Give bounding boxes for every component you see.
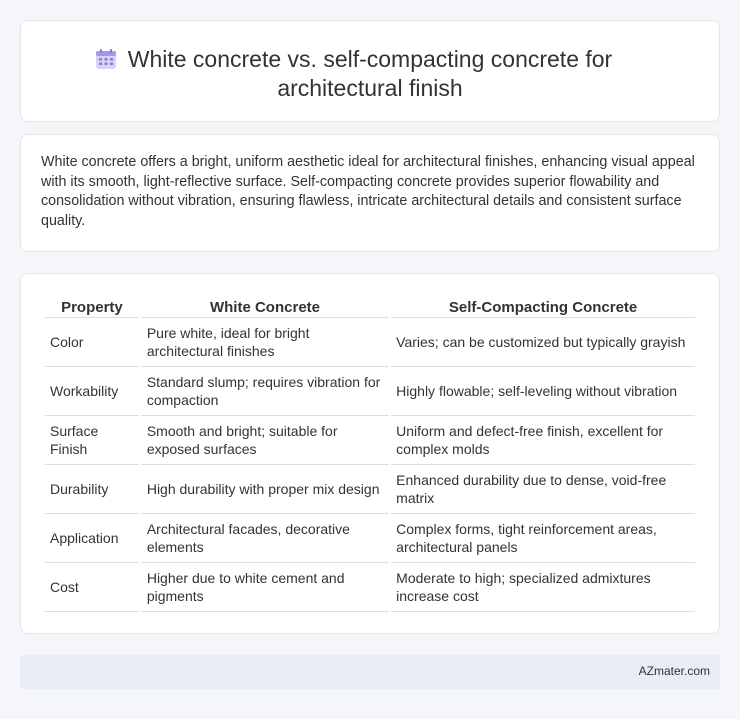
intro-card bbox=[20, 134, 720, 252]
cell-white-concrete: Architectural facades, decorative elements bbox=[142, 514, 388, 563]
header-property: Property bbox=[45, 294, 139, 318]
cell-self-compacting: Highly flowable; self-leveling without vibration bbox=[391, 367, 695, 416]
table-header-row bbox=[45, 294, 695, 318]
cell-self-compacting: Varies; can be customized but typically grayish bbox=[391, 318, 695, 367]
cell-self-compacting: Complex forms, tight reinforcement areas, architectural panels bbox=[391, 514, 695, 563]
footer-brand[interactable]: AZmater.com bbox=[638, 664, 710, 678]
page-title-source bbox=[21, 21, 22, 22]
cell-white-concrete: Pure white, ideal for bright architectural finishes bbox=[142, 318, 388, 367]
footer bbox=[20, 655, 720, 689]
title-card bbox=[20, 20, 720, 122]
table-row bbox=[45, 318, 695, 367]
cell-self-compacting: Uniform and defect-free finish, excellent for complex molds bbox=[391, 416, 695, 465]
cell-property: Application bbox=[45, 514, 139, 563]
page-title-line-1: White concrete vs. self-compacting concrete for bbox=[127, 46, 613, 72]
cell-property: Cost bbox=[45, 563, 139, 612]
table-row bbox=[45, 416, 695, 465]
table-row bbox=[45, 514, 695, 563]
cell-self-compacting: Moderate to high; specialized admixtures increase cost bbox=[391, 563, 695, 612]
intro-paragraph: White concrete offers a bright, uniform aesthetic ideal for architectural finishes, enhancing visual appeal with its smooth, light-reflective surface. Self-compacting concrete provides superior flowability and consolidation without vibration, ensuring flawless, intricate architectural details and consistent surface quality. bbox=[41, 154, 695, 229]
table-row bbox=[45, 563, 695, 612]
cell-white-concrete: Smooth and bright; suitable for exposed surfaces bbox=[142, 416, 388, 465]
table-row bbox=[45, 367, 695, 416]
cell-self-compacting: Enhanced durability due to dense, void-free matrix bbox=[391, 465, 695, 514]
header-white-concrete: White Concrete bbox=[142, 294, 388, 318]
cell-white-concrete: Standard slump; requires vibration for compaction bbox=[142, 367, 388, 416]
cell-white-concrete: Higher due to white cement and pigments bbox=[142, 563, 388, 612]
header-self-compacting-concrete: Self-Compacting Concrete bbox=[391, 294, 695, 318]
cell-property: Durability bbox=[45, 465, 139, 514]
cell-property: Color bbox=[45, 318, 139, 367]
cell-white-concrete: High durability with proper mix design bbox=[142, 465, 388, 514]
page-title bbox=[21, 45, 719, 103]
comparison-table bbox=[42, 294, 698, 612]
cell-property: Surface Finish bbox=[45, 416, 139, 465]
cell-property: Workability bbox=[45, 367, 139, 416]
comparison-card bbox=[20, 273, 720, 634]
page-title-line-2: architectural finish bbox=[277, 75, 463, 101]
table-row bbox=[45, 465, 695, 514]
